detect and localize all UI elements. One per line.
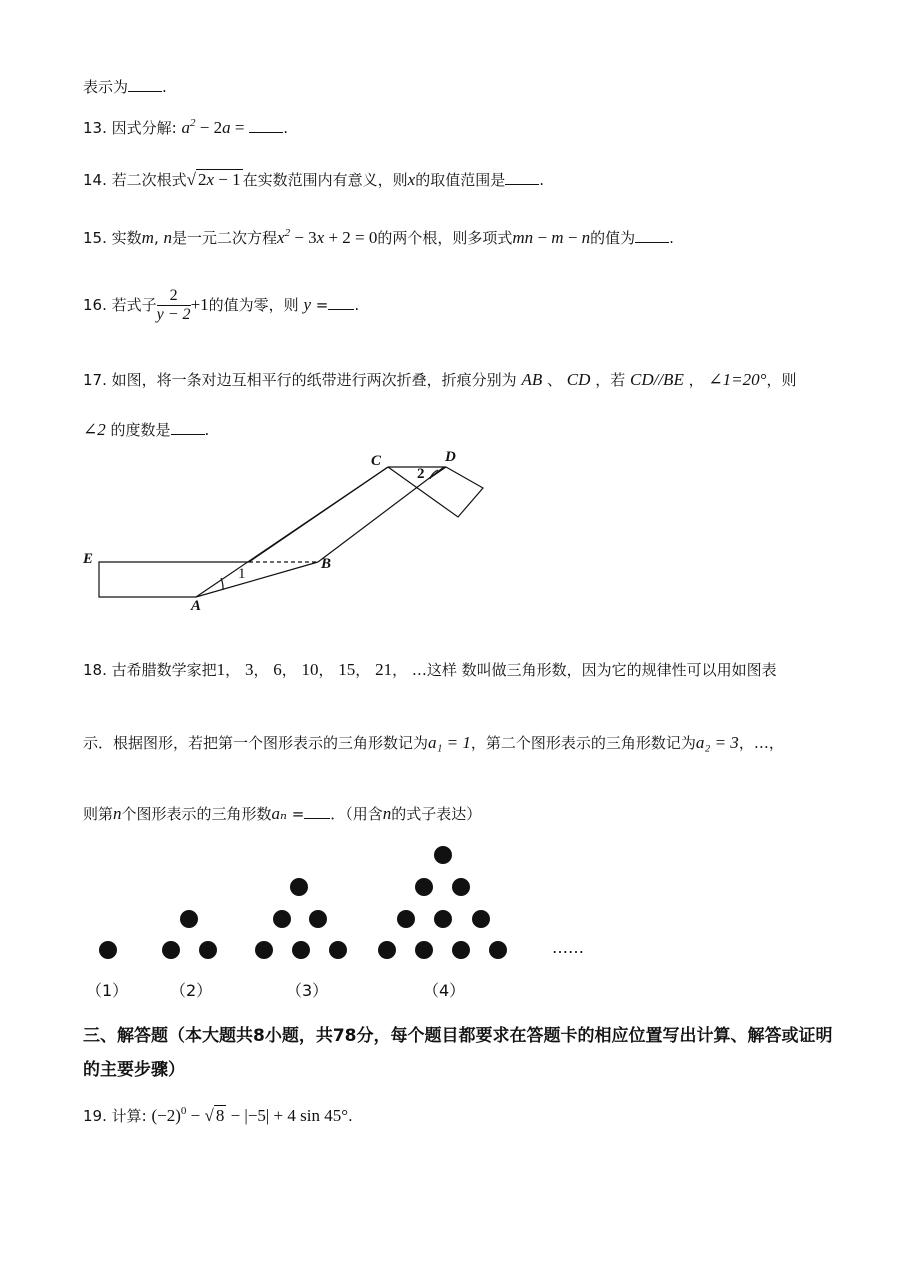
fold-line-ab (196, 562, 318, 597)
question-18: 18. 古希腊数学家把1， 3， 6， 10， 15， 21， …这样 数叫做三角形数，因为它的规律性可以用如图表 (83, 660, 777, 679)
dot (434, 910, 452, 928)
dot (273, 910, 291, 928)
question-18-line2: 示．根据图形，若把第一个图形表示的三角形数记为a₁ = 1，第二个图形表示的三角形数记为a₂ = 3，…， (83, 733, 784, 752)
dot (162, 941, 180, 959)
dot (489, 941, 507, 959)
strip-left-rect (99, 562, 249, 597)
label-angle-2: 2 (417, 466, 425, 482)
question-14: 14. 若二次根式√ 2x − 1 在实数范围内有意义，则x的取值范围是 . (83, 170, 544, 189)
triangle-number-15: 15 (338, 660, 356, 679)
triangle-number-21: 21 (375, 660, 393, 679)
dot (415, 941, 433, 959)
dot (290, 878, 308, 896)
answer-blank (304, 804, 330, 819)
caption-1: （1） (86, 981, 129, 1000)
question-15: 15. 实数m, n是一元二次方程$x^2 - 3x + 2 = 0$的两个根，则多项式mn − m − n的值为 . (83, 227, 674, 247)
strip-lower-right (318, 467, 444, 562)
triangle-number-3: 3 (244, 660, 254, 679)
q12-tail: 表示为 . (83, 78, 167, 96)
triangle-number-6: 6 (273, 660, 282, 679)
q16-fraction: $\frac{2}{y - 2}$ (156, 287, 191, 323)
strip-lower-edge (249, 467, 388, 562)
q19-expression: $(-2)^0$ − √ 8 − |−5| + 4 sin 45° (151, 1105, 349, 1125)
dot (472, 910, 490, 928)
dot (99, 941, 117, 959)
section-3-heading: 三、解答题（本大题共8小题，共78分，每个题目都要求在答题卡的相应位置写出计算、解答或证明的主要步骤） (83, 1026, 833, 1080)
label-d: D (445, 449, 456, 465)
question-17: 17. 如图，将一条对边互相平行的纸带进行两次折叠，折痕分别为 AB 、 CD ，若 CD//BE ， ∠1=20°，则 (83, 370, 797, 389)
caption-4: （4） (423, 981, 466, 1000)
dot (452, 878, 470, 896)
label-a: A (191, 598, 202, 614)
dot (397, 910, 415, 928)
question-19: 19. 计算: $(-2)^0$ − √ 8 − |−5| + 4 sin 45°. (83, 1105, 353, 1125)
dot (378, 941, 396, 959)
q14-radical: √ 2x − 1 (186, 170, 241, 189)
caption-3: （3） (286, 981, 329, 1000)
label-c: C (371, 453, 382, 469)
dot (309, 910, 327, 928)
dots-ellipsis: …… (552, 938, 584, 957)
fold-figure (0, 0, 909, 640)
dot (292, 941, 310, 959)
q15-polynomial: mn − m − n (512, 228, 591, 247)
label-angle-1: 1 (238, 566, 246, 582)
dot (329, 941, 347, 959)
question-16: 16. 若式子 $\frac{2}{y - 2}$ +1的值为零，则 y = . (83, 287, 360, 323)
dot (415, 878, 433, 896)
question-13: 13. 因式分解: $a^2 - 2a$ = . (83, 117, 288, 137)
triangle-number-10: 10 (301, 660, 319, 679)
q15-equation: $x^2 - 3x + 2 = 0$ (277, 227, 378, 247)
triangle-dots-figure (0, 830, 909, 980)
dot (180, 910, 198, 928)
question-18-line3: 则第n个图形表示的三角形数aₙ = ．（用含n的式子表达） (83, 804, 482, 823)
question-17-line2: ∠2 的度数是 . (83, 420, 210, 439)
dot (434, 846, 452, 864)
inner-fold (430, 467, 446, 478)
angle-1-arc (221, 578, 223, 590)
caption-2: （2） (170, 981, 213, 1000)
dot (452, 941, 470, 959)
dot (199, 941, 217, 959)
triangle-number-1: 1 (216, 660, 226, 679)
label-b: B (321, 556, 332, 572)
dot (255, 941, 273, 959)
label-e: E (83, 551, 94, 567)
q13-expression: $a^2 - 2a$ = (181, 117, 245, 137)
